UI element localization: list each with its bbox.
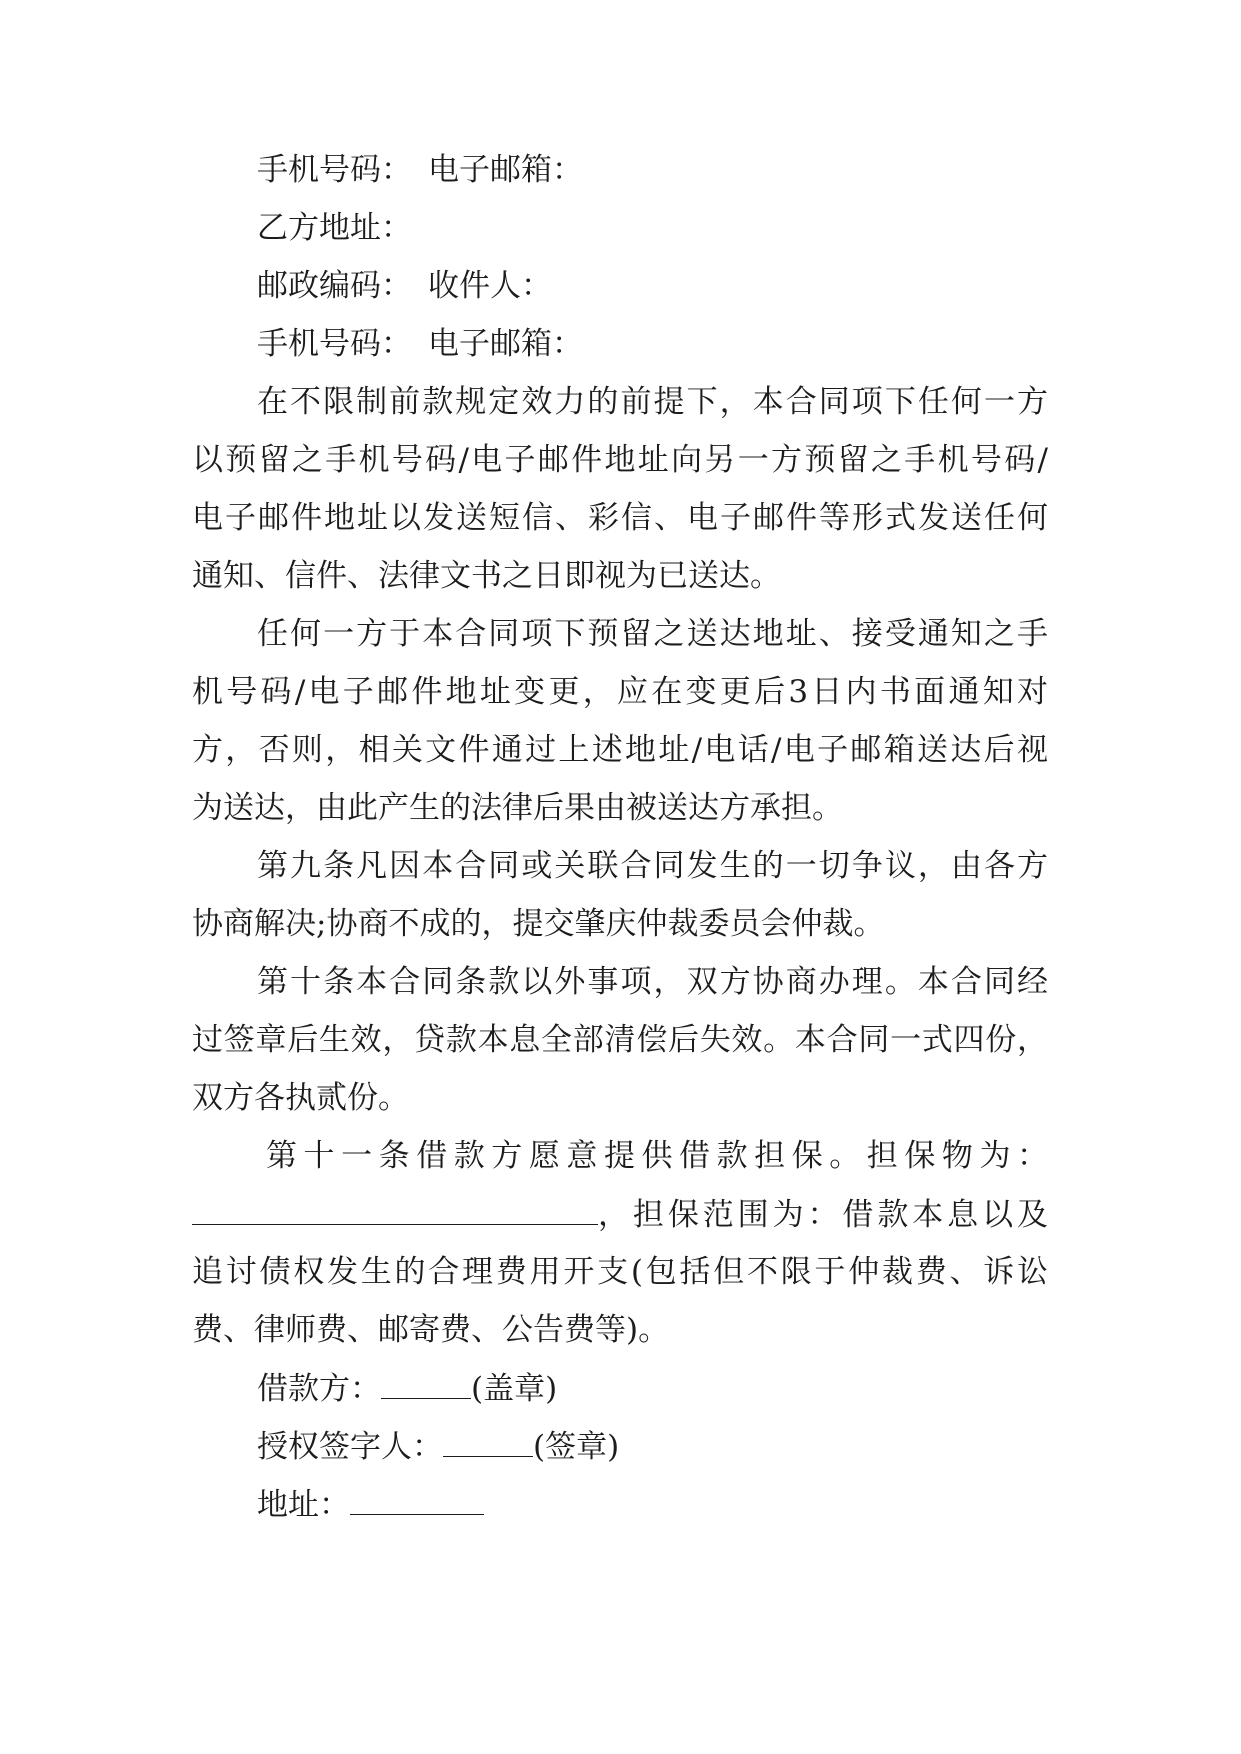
- address-label: 地址：: [257, 1487, 350, 1523]
- party-b-postcode-line: [257, 266, 552, 306]
- notice-clause-line: 以预留之手机号码/电子邮件地址向另一方预留之手机号码/: [192, 442, 1048, 478]
- collateral-blank[interactable]: [192, 1194, 598, 1225]
- contact-line-a: [257, 150, 583, 190]
- party-b-phone-label: 手机号码：: [257, 326, 412, 362]
- borrower-line: [257, 1368, 557, 1409]
- party-b-contact-line: [257, 324, 583, 364]
- article-10-line: 过签章后生效，贷款本息全部清偿后失效。本合同一式四份，: [192, 1022, 1048, 1058]
- party-b-recipient-label: 收件人：: [428, 268, 552, 304]
- article-9-line: 协商解决;协商不成的，提交肇庆仲裁委员会仲裁。: [192, 906, 885, 942]
- article-11-collateral-line: [192, 1194, 1048, 1235]
- signatory-blank[interactable]: [443, 1426, 533, 1457]
- notice-clause-line: 电子邮件地址以发送短信、彩信、电子邮件等形式发送任何: [192, 500, 1048, 536]
- notice-clause-line: 在不限制前款规定效力的前提下，本合同项下任何一方: [257, 384, 1048, 420]
- article-11-line: 费、律师费、邮寄费、公告费等)。: [192, 1312, 670, 1348]
- signatory-line: [257, 1426, 619, 1467]
- guarantee-scope-text: ，担保范围为：借款本息以及: [598, 1197, 1048, 1233]
- article-10-line: 第十条本合同条款以外事项，双方协商办理。本合同经: [257, 964, 1048, 1000]
- signatory-label: 授权签字人：: [257, 1429, 443, 1465]
- party-b-postcode-label: 邮政编码：: [257, 268, 412, 304]
- notice-clause-line: 通知、信件、法律文书之日即视为已送达。: [192, 558, 781, 594]
- address-line: [257, 1484, 484, 1525]
- party-b-address-line: [257, 208, 412, 248]
- article-11-line: 第十一条借款方愿意提供借款担保。担保物为：: [266, 1138, 1048, 1174]
- address-change-line: 为送达，由此产生的法律后果由被送达方承担。: [192, 790, 843, 826]
- address-change-line: 机号码/电子邮件地址变更，应在变更后3日内书面通知对: [192, 674, 1048, 710]
- article-11-line: 追讨债权发生的合理费用开支(包括但不限于仲裁费、诉讼: [192, 1254, 1048, 1290]
- address-blank[interactable]: [350, 1484, 484, 1515]
- address-change-line: 方，否则，相关文件通过上述地址/电话/电子邮箱送达后视: [192, 732, 1048, 768]
- article-10-line: 双方各执贰份。: [192, 1080, 409, 1116]
- address-change-line: 任何一方于本合同项下预留之送达地址、接受通知之手: [257, 616, 1048, 652]
- borrower-seal-blank[interactable]: [381, 1368, 471, 1399]
- party-b-address-label: 乙方地址：: [257, 210, 412, 246]
- phone-label-a: 手机号码：: [257, 152, 412, 188]
- borrower-seal-note: (盖章): [471, 1371, 558, 1407]
- email-label-a: 电子邮箱：: [428, 152, 583, 188]
- borrower-label: 借款方：: [257, 1371, 381, 1407]
- article-9-line: 第九条凡因本合同或关联合同发生的一切争议，由各方: [257, 848, 1048, 884]
- signatory-seal-note: (签章): [533, 1429, 620, 1465]
- party-b-email-label: 电子邮箱：: [428, 326, 583, 362]
